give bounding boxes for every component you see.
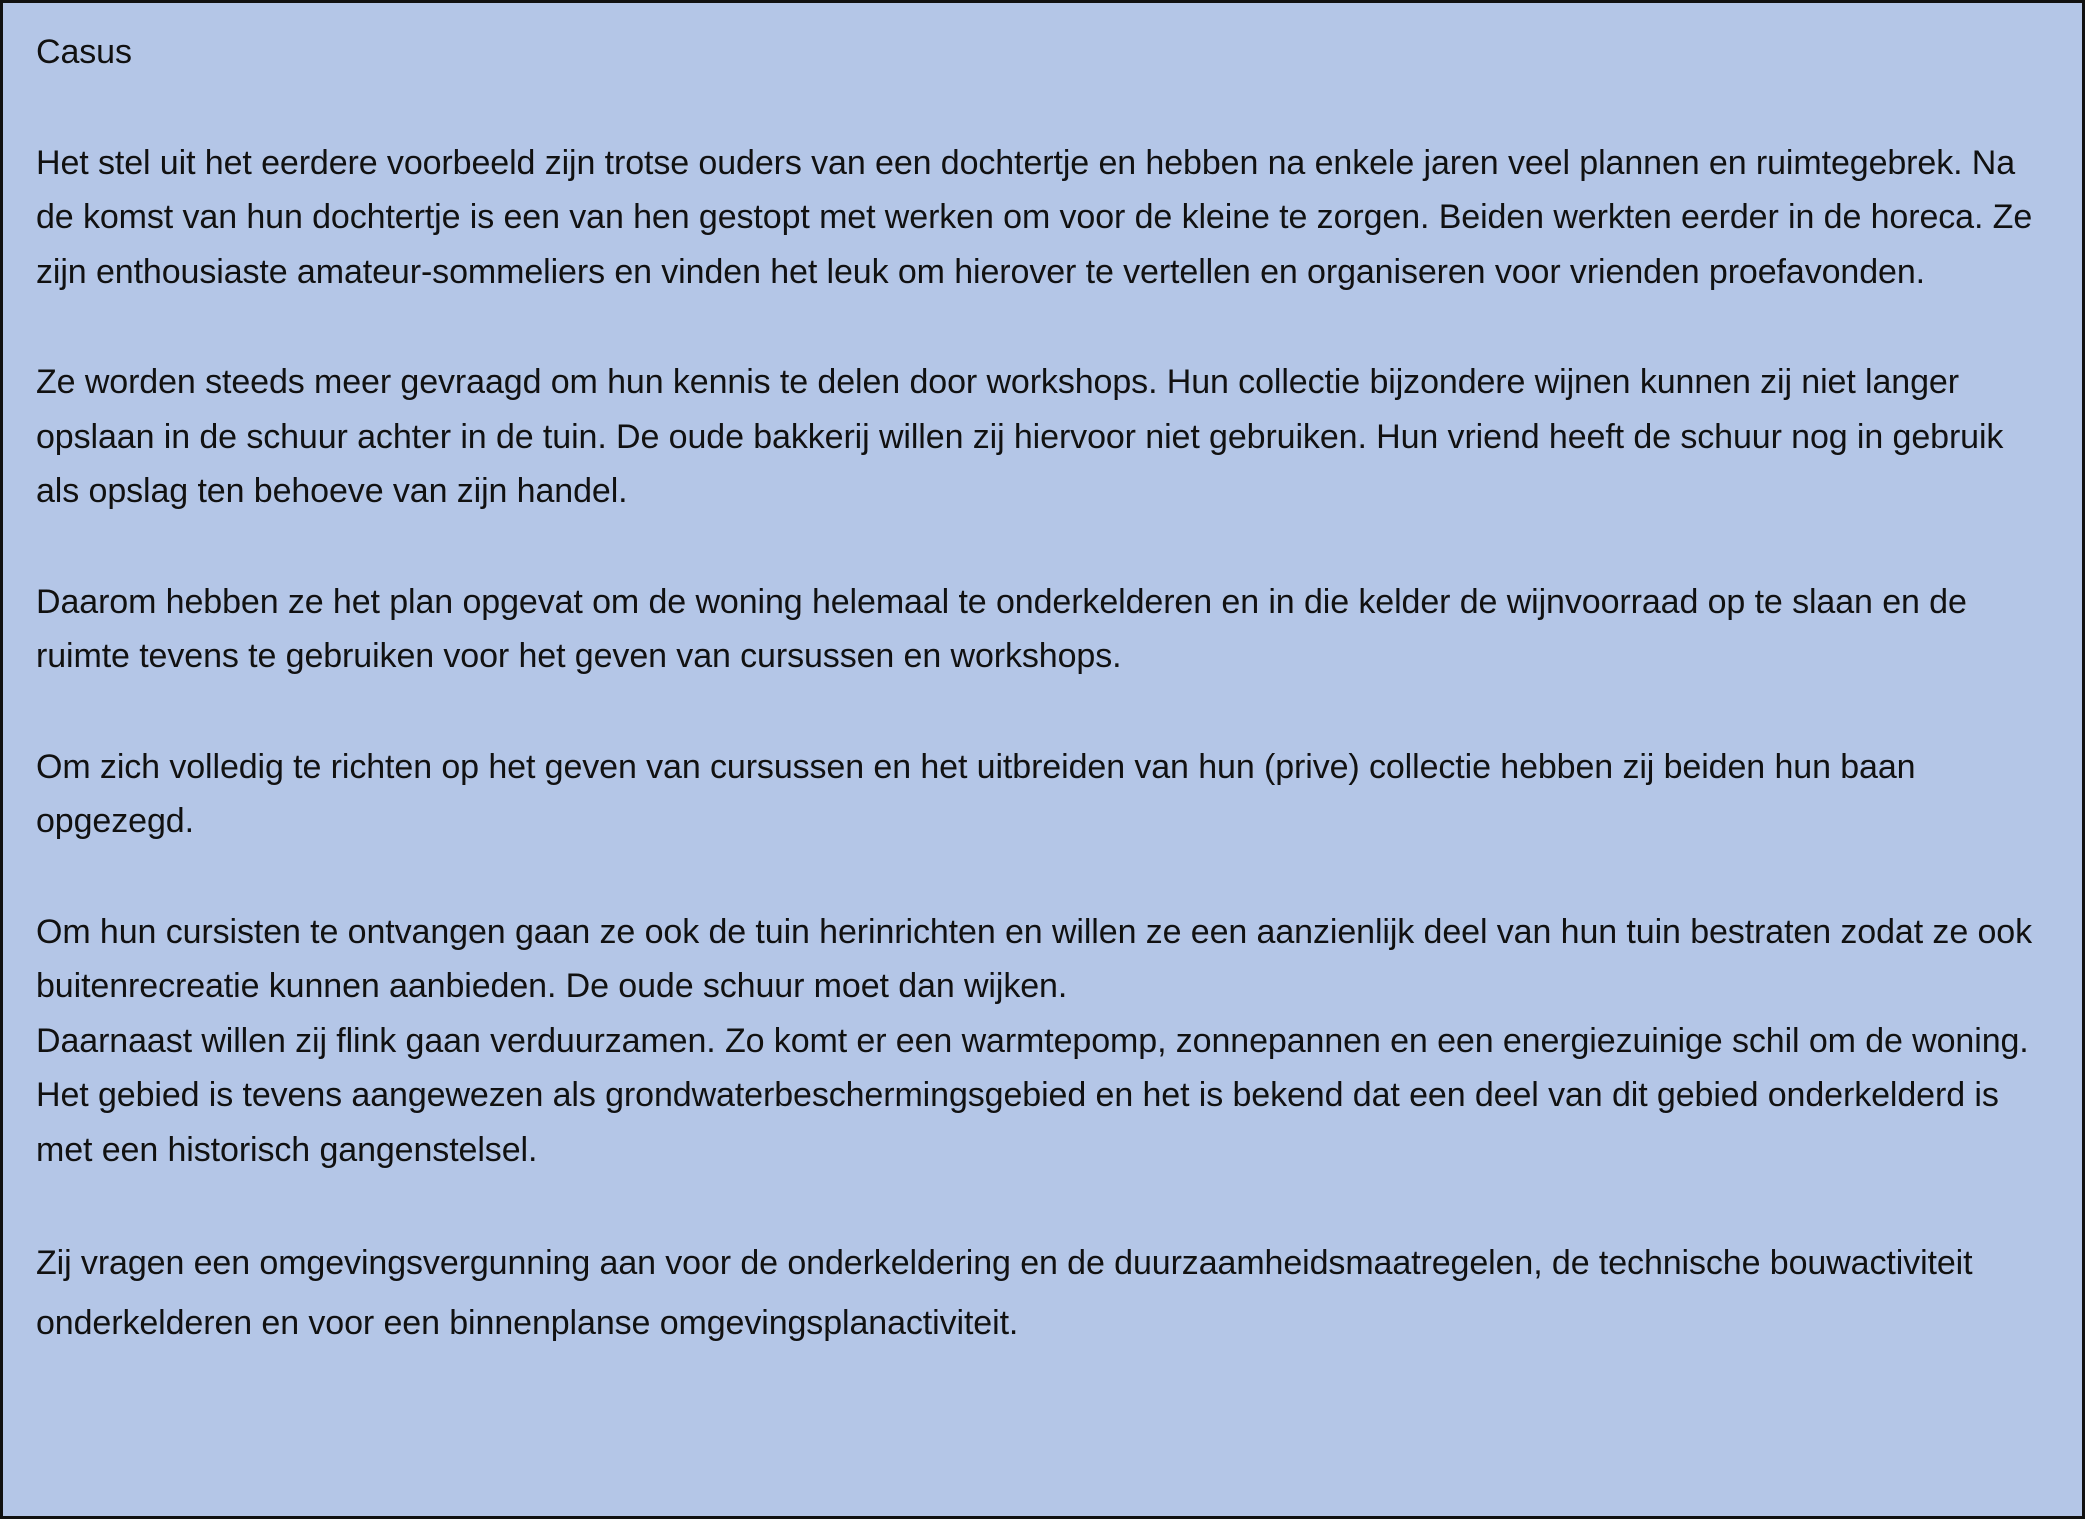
paragraph-1: Het stel uit het eerdere voorbeeld zijn trotse ouders van een dochtertje en hebben na enkele jaren veel plannen en ruimtegebrek. Na de komst van hun dochtertje is een van hen gestopt met werken om voor de kleine te zorgen. Beiden werkten eerder in de horeca. Ze zijn enthousiaste amateur-sommeliers en vinden het leuk om hierover te vertellen en organiseren voor vrienden proefavonden.: [36, 143, 2033, 291]
paragraph-7: Zij vragen een omgevingsvergunning aan voor de onderkeldering en de duurzaamheidsmaatregelen, de technische bouwactiviteit onderkelderen en voor een binnenplanse omgevingsplanactiviteit.: [36, 1244, 1973, 1342]
paragraph-4: Om zich volledig te richten op het geven van cursussen en het uitbreiden van hun (prive) collectie hebben zij beiden hun baan opgezegd.: [36, 747, 1916, 840]
paragraph-5: Om hun cursisten te ontvangen gaan ze ook de tuin herinrichten en willen ze een aanzienlijk deel van hun tuin bestraten zodat ze ook buitenrecreatie kunnen aanbieden. De oude schuur moet dan wijken.: [36, 912, 2032, 1005]
paragraph-2: Ze worden steeds meer gevraagd om hun kennis te delen door workshops. Hun collectie bijzondere wijnen kunnen zij niet langer opslaan in de schuur achter in de tuin. De oude bakkerij willen zij hiervoor niet gebruiken. Hun vriend heeft de schuur nog in gebruik als opslag ten behoeve van zijn handel.: [36, 363, 2004, 510]
casus-title: Casus: [36, 33, 132, 71]
paragraph-6: Daarnaast willen zij flink gaan verduurzamen. Zo komt er een warmtepomp, zonnepannen en een energiezuinige schil om de woning. Het gebied is tevens aangewezen als grondwaterbeschermingsgebied en het is bekend dat een deel van dit gebied onderkelderd is met een historisch gangenstelsel.: [36, 1021, 2029, 1169]
paragraph-3: Daarom hebben ze het plan opgevat om de woning helemaal te onderkelderen en in die kelder de wijnvoorraad op te slaan en de ruimte tevens te gebruiken voor het geven van cursussen en workshops.: [36, 582, 1967, 675]
